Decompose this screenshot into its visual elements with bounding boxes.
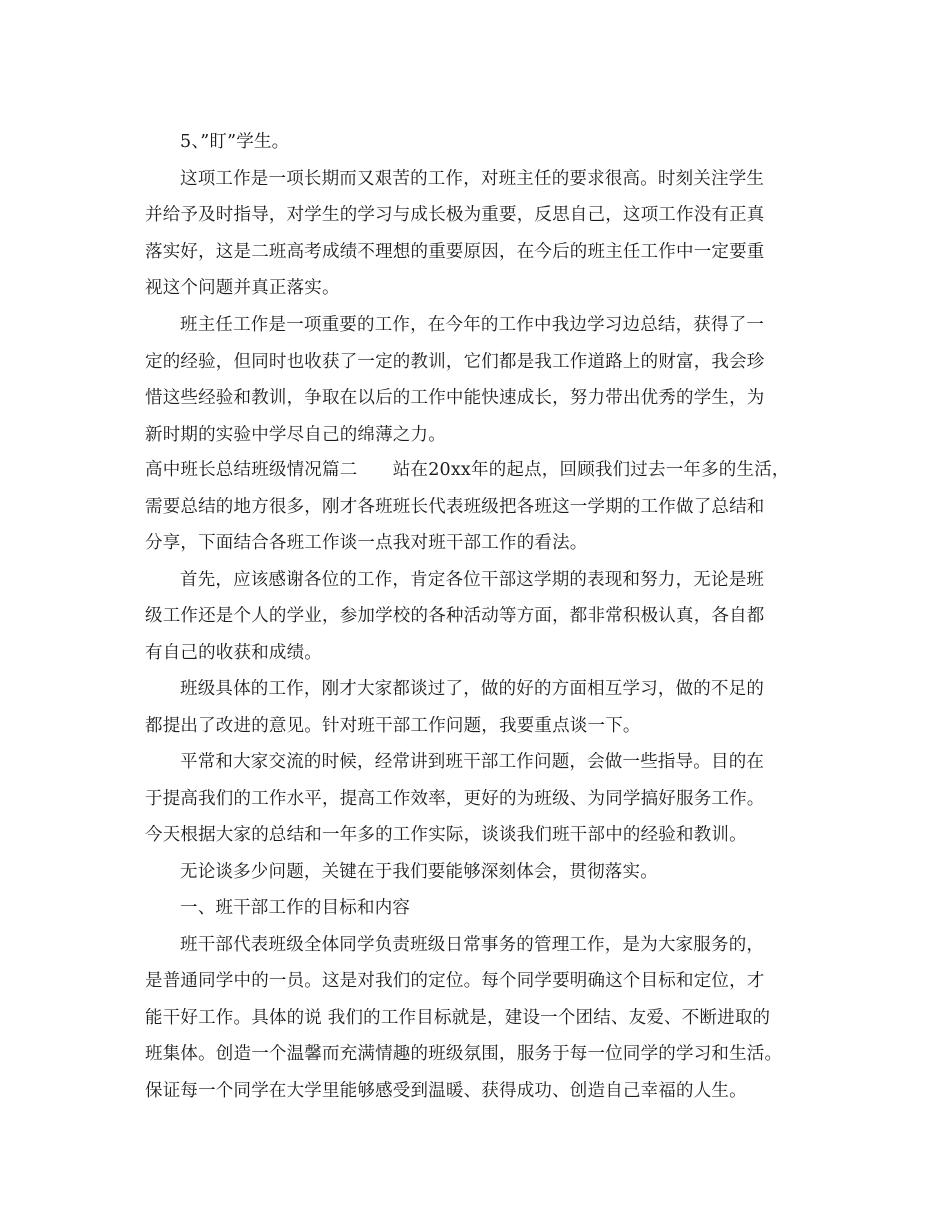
paragraph-line: 并给予及时指导，对学生的学习与成长极为重要，反思自己，这项工作没有正真 bbox=[145, 205, 765, 225]
paragraph-line: 都提出了改进的意见。针对班干部工作问题，我要重点谈一下。 bbox=[145, 716, 641, 736]
paragraph-line: 班干部代表班级全体同学负责班级日常事务的管理工作，是为大家服务的， bbox=[180, 935, 765, 955]
section-title-line: 高中班长总结班级情况篇二 站在20xx年的起点，回顾我们过去一年多的生活， bbox=[145, 460, 790, 480]
paragraph-line: 新时期的实验中学尽自己的绵薄之力。 bbox=[145, 425, 446, 445]
paragraph-line: 首先，应该感谢各位的工作，肯定各位干部这学期的表现和努力，无论是班 bbox=[180, 570, 765, 590]
paragraph-line: 今天根据大家的总结和一年多的工作实际，谈谈我们班干部中的经验和教训。 bbox=[145, 825, 747, 845]
list-item-5: 5、”盯”学生。 bbox=[180, 132, 290, 152]
subheading: 一、班干部工作的目标和内容 bbox=[180, 898, 411, 918]
paragraph-line: 保证每一个同学在大学里能够感受到温暖、获得成功、创造自己幸福的人生。 bbox=[145, 1081, 747, 1101]
paragraph-line: 级工作还是个人的学业，参加学校的各种活动等方面，都非常积极认真，各自都 bbox=[145, 606, 765, 626]
paragraph-line: 落实好，这是二班高考成绩不理想的重要原因，在今后的班主任工作中一定要重 bbox=[145, 242, 765, 262]
paragraph-line: 班主任工作是一项重要的工作，在今年的工作中我边学习边总结，获得了一 bbox=[180, 315, 765, 335]
paragraph-line: 班集体。创造一个温馨而充满情趣的班级氛围，服务于每一位同学的学习和生活。 bbox=[145, 1044, 783, 1064]
paragraph-line: 是普通同学中的一员。这是对我们的定位。每个同学要明确这个目标和定位，才 bbox=[145, 971, 765, 991]
paragraph-line: 惜这些经验和教训，争取在以后的工作中能快速成长，努力带出优秀的学生，为 bbox=[145, 388, 765, 408]
paragraph-line: 于提高我们的工作水平，提高工作效率，更好的为班级、为同学搞好服务工作。 bbox=[145, 789, 765, 809]
paragraph-line: 有自己的收获和成绩。 bbox=[145, 643, 322, 663]
paragraph-line: 视这个问题并真正落实。 bbox=[145, 278, 340, 298]
paragraph-line: 班级具体的工作，刚才大家都谈过了，做的好的方面相互学习，做的不足的 bbox=[180, 679, 765, 699]
paragraph-line: 平常和大家交流的时候，经常讲到班干部工作问题，会做一些指导。目的在 bbox=[180, 752, 765, 772]
paragraph-line: 分享，下面结合各班工作谈一点我对班干部工作的看法。 bbox=[145, 533, 588, 553]
paragraph-line: 这项工作是一项长期而又艰苦的工作，对班主任的要求很高。时刻关注学生 bbox=[180, 169, 765, 189]
paragraph-line: 需要总结的地方很多，刚才各班班长代表班级把各班这一学期的工作做了总结和 bbox=[145, 497, 765, 517]
paragraph-line: 能干好工作。具体的说 我们的工作目标就是，建设一个团结、友爱、不断进取的 bbox=[145, 1008, 771, 1028]
paragraph-line: 无论谈多少问题，关键在于我们要能够深刻体会，贯彻落实。 bbox=[180, 862, 658, 882]
paragraph-line: 定的经验，但同时也收获了一定的教训，它们都是我工作道路上的财富，我会珍 bbox=[145, 352, 765, 372]
